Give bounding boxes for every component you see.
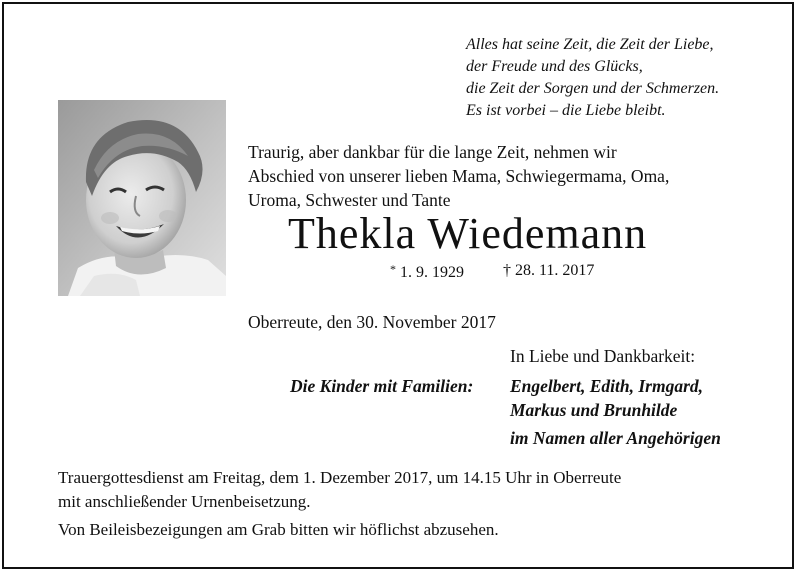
poem-line: die Zeit der Sorgen und der Schmerzen. [466,80,720,97]
intro-line: Abschied von unserer lieben Mama, Schwiegermama, Oma, [248,166,670,186]
poem [466,34,719,122]
place-date: Oberreute, den 30. November 2017 [248,312,496,332]
portrait-illustration [58,100,226,296]
poem-line: der Freude und des Glücks, [466,58,643,75]
intro-line: Uroma, Schwester und Tante [248,190,451,210]
death-date [503,262,594,280]
birth-star-icon: * [390,262,396,276]
deceased-name: Thekla Wiedemann [288,209,648,258]
gratitude-line: In Liebe und Dankbarkeit: [510,346,696,366]
birth-date-value: 1. 9. 1929 [400,264,464,281]
service-info [58,466,621,514]
children-names-line2: Markus und Brunhilde [510,400,678,420]
intro-text [248,140,669,212]
poem-line: Alles hat seine Zeit, die Zeit der Liebe, [466,36,714,53]
portrait-photo [58,100,226,296]
children-label: Die Kinder mit Familien: [290,376,474,396]
condolence-note: Von Beileisbezeigungen am Grab bitten wir höflichst abzusehen. [58,520,499,539]
children-names-line1: Engelbert, Edith, Irmgard, [510,376,704,396]
service-line: mit anschließender Urnenbeisetzung. [58,492,311,511]
death-cross-icon: † [503,262,511,279]
death-date-value: 28. 11. 2017 [515,262,595,279]
relatives-line: im Namen aller Angehörigen [510,428,721,448]
birth-date [390,262,464,282]
poem-line: Es ist vorbei – die Liebe bleibt. [466,102,666,119]
service-line: Trauergottesdienst am Freitag, dem 1. Dezember 2017, um 14.15 Uhr in Oberreute [58,468,622,487]
intro-line: Traurig, aber dankbar für die lange Zeit, nehmen wir [248,142,617,162]
